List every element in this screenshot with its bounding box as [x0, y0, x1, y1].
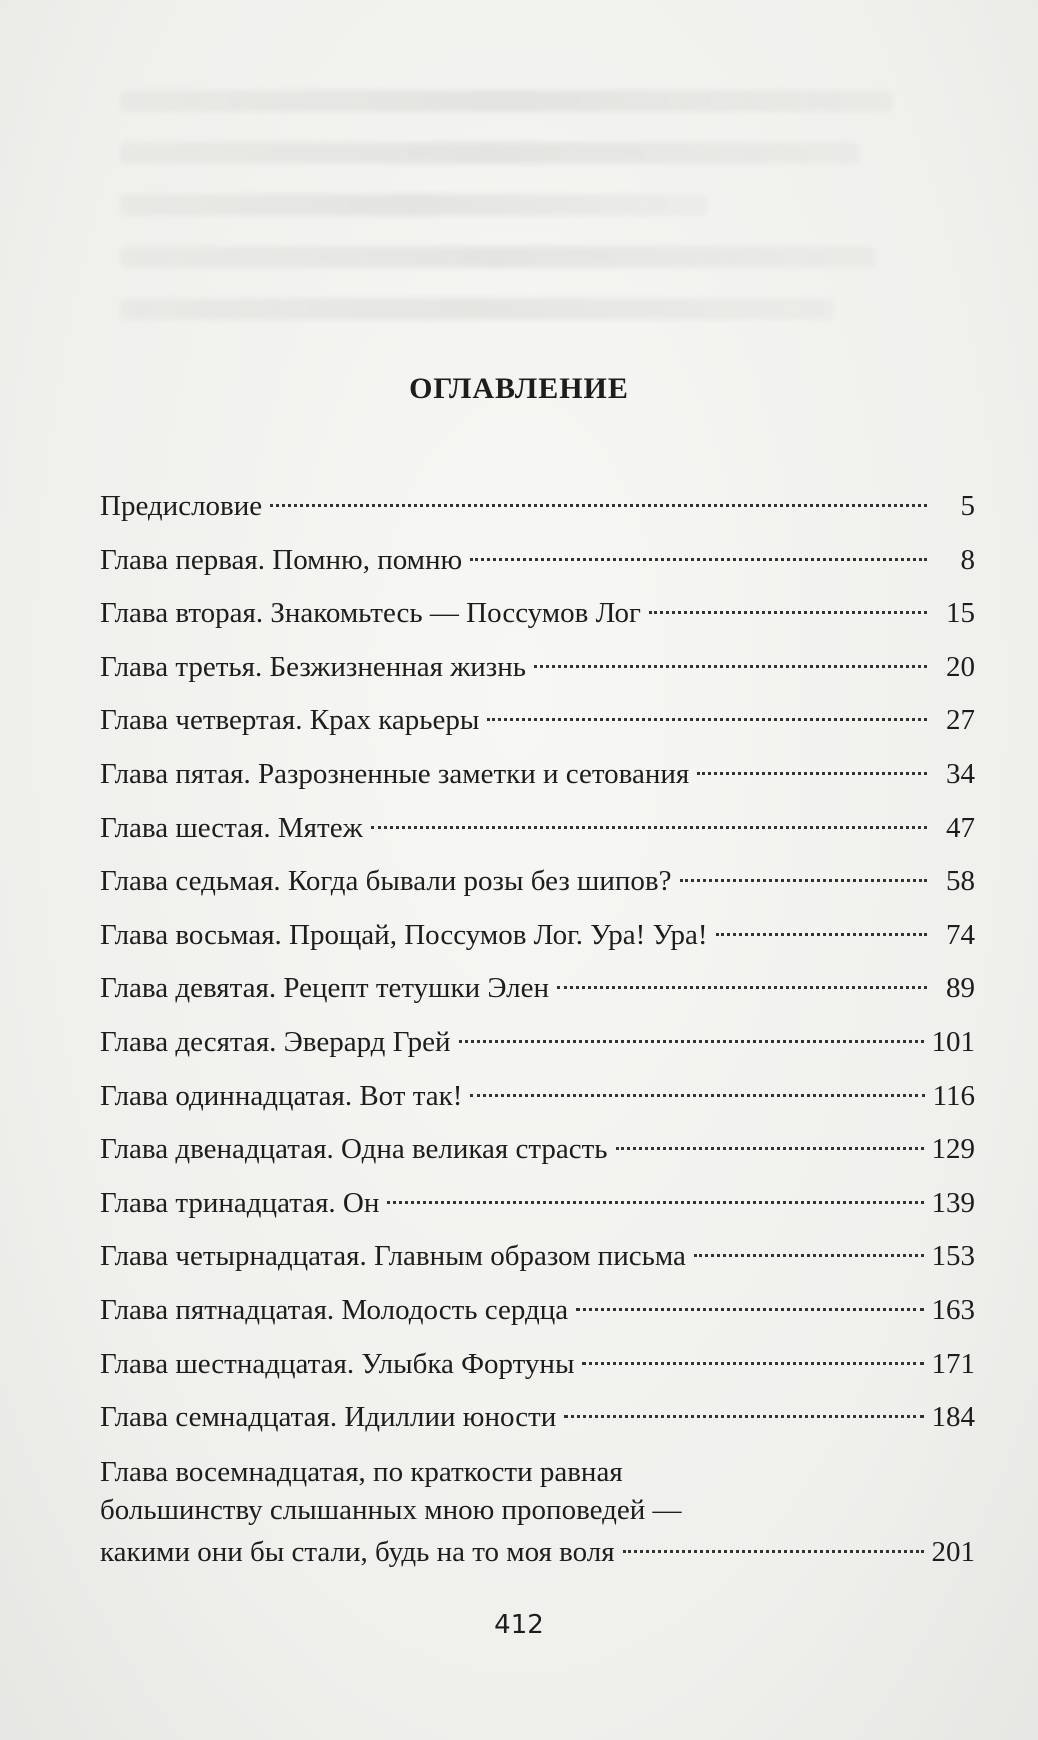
- toc-entry[interactable]: [100, 1070, 975, 1124]
- toc-entry-multiline[interactable]: [100, 1453, 975, 1571]
- toc-entry[interactable]: [100, 909, 975, 963]
- toc-entry-title: Глава пятнадцатая. Молодость сердца: [100, 1293, 569, 1326]
- toc-entry[interactable]: [100, 587, 975, 641]
- toc-entry-title: Глава восьмая. Прощай, Поссумов Лог. Ура! Ура!: [100, 918, 708, 951]
- toc-leader-dots: [649, 582, 927, 614]
- toc-leader-dots: [616, 1118, 924, 1150]
- toc-page-number: 129: [931, 1133, 975, 1166]
- toc-page-number: 15: [946, 597, 975, 630]
- toc-entry[interactable]: [100, 855, 975, 909]
- toc-leader-dots: [582, 1333, 923, 1365]
- toc-leader-dots: [623, 1521, 924, 1553]
- toc-entry-title: Глава четырнадцатая. Главным образом письма: [100, 1240, 686, 1273]
- toc-entry-line: какими они бы стали, будь на то моя воля: [100, 1535, 615, 1568]
- toc-entries: [100, 480, 975, 1445]
- toc-page-number: 139: [931, 1186, 975, 1219]
- toc-entry[interactable]: [100, 1016, 975, 1070]
- toc-page-number: 27: [946, 704, 975, 737]
- toc-entry[interactable]: [100, 694, 975, 748]
- toc-leader-dots: [470, 1065, 924, 1097]
- toc-page-number: 8: [960, 543, 975, 576]
- toc-entry-title: Глава девятая. Рецепт тетушки Элен: [100, 972, 549, 1005]
- toc-entry[interactable]: [100, 480, 975, 534]
- toc-page-number: 184: [931, 1401, 975, 1434]
- toc-entry[interactable]: [100, 1338, 975, 1392]
- toc-leader-dots: [716, 904, 928, 936]
- toc-entry-title: Глава третья. Безжизненная жизнь: [100, 650, 526, 683]
- toc-entry[interactable]: [100, 748, 975, 802]
- toc-leader-dots: [564, 1386, 923, 1418]
- toc-entry[interactable]: [100, 534, 975, 588]
- toc-page-number: 89: [946, 972, 975, 1005]
- toc-entry-title: Глава шестая. Мятеж: [100, 811, 363, 844]
- toc-entry-title: Глава пятая. Разрозненные заметки и сетования: [100, 757, 690, 790]
- toc-entry-title: Глава седьмая. Когда бывали розы без шипов?: [100, 865, 672, 898]
- toc-leader-dots: [371, 797, 927, 829]
- toc-page-number: 163: [931, 1293, 975, 1326]
- toc-entry-title: Глава шестнадцатая. Улыбка Фортуны: [100, 1347, 575, 1380]
- toc-entry-title: Глава семнадцатая. Идиллии юности: [100, 1401, 557, 1434]
- toc-leader-dots: [694, 1225, 924, 1257]
- toc-leader-dots: [576, 1279, 923, 1311]
- toc-page-number: 20: [946, 650, 975, 683]
- toc-entry-title: Глава вторая. Знакомьтесь — Поссумов Лог: [100, 597, 641, 630]
- toc-page-number: 101: [931, 1025, 975, 1058]
- toc-entry[interactable]: [100, 1123, 975, 1177]
- toc-leader-dots: [387, 1172, 923, 1204]
- toc-entry[interactable]: [100, 1230, 975, 1284]
- toc-leader-dots: [557, 957, 927, 989]
- toc-entry[interactable]: [100, 802, 975, 856]
- toc-page-number: 58: [946, 865, 975, 898]
- toc-page-number: 201: [931, 1535, 975, 1568]
- toc-page-number: 171: [931, 1347, 975, 1380]
- toc-leader-dots: [534, 636, 927, 668]
- toc-leader-dots: [680, 850, 928, 882]
- toc-page-number: 5: [960, 490, 975, 522]
- toc-entry-title: Глава первая. Помню, помню: [100, 543, 463, 576]
- bleed-through-text: [120, 90, 960, 390]
- toc-entry-title: Предисловие: [100, 490, 263, 522]
- toc-page-number: 47: [946, 811, 975, 844]
- toc-entry-title: Глава десятая. Эверард Грей: [100, 1025, 451, 1058]
- page-number: 412: [494, 1610, 544, 1640]
- toc-leader-dots: [697, 743, 927, 775]
- toc-entry[interactable]: [100, 1284, 975, 1338]
- toc-leader-dots: [487, 689, 927, 721]
- toc-entry[interactable]: [100, 641, 975, 695]
- toc-entry-line: большинству слышанных мною проповедей —: [100, 1493, 682, 1526]
- toc-leader-dots: [470, 529, 927, 561]
- toc-entry-line: Глава восемнадцатая, по краткости равная: [100, 1455, 623, 1488]
- toc-entry[interactable]: [100, 1391, 975, 1445]
- toc-entry[interactable]: [100, 962, 975, 1016]
- toc-page-number: 116: [932, 1079, 975, 1112]
- toc-leader-dots: [270, 475, 927, 507]
- toc-page-number: 74: [946, 918, 975, 951]
- toc-entry[interactable]: [100, 1177, 975, 1231]
- table-of-contents: [100, 480, 975, 1571]
- toc-entry-title: Глава одиннадцатая. Вот так!: [100, 1079, 463, 1112]
- toc-leader-dots: [459, 1011, 924, 1043]
- toc-page-number: 34: [946, 757, 975, 790]
- toc-page-number: 153: [931, 1240, 975, 1273]
- page-title: ОГЛАВЛЕНИЕ: [409, 372, 629, 405]
- toc-entry-title: Глава двенадцатая. Одна великая страсть: [100, 1133, 608, 1166]
- toc-entry-title: Глава тринадцатая. Он: [100, 1186, 380, 1219]
- toc-entry-title: Глава четвертая. Крах карьеры: [100, 704, 480, 737]
